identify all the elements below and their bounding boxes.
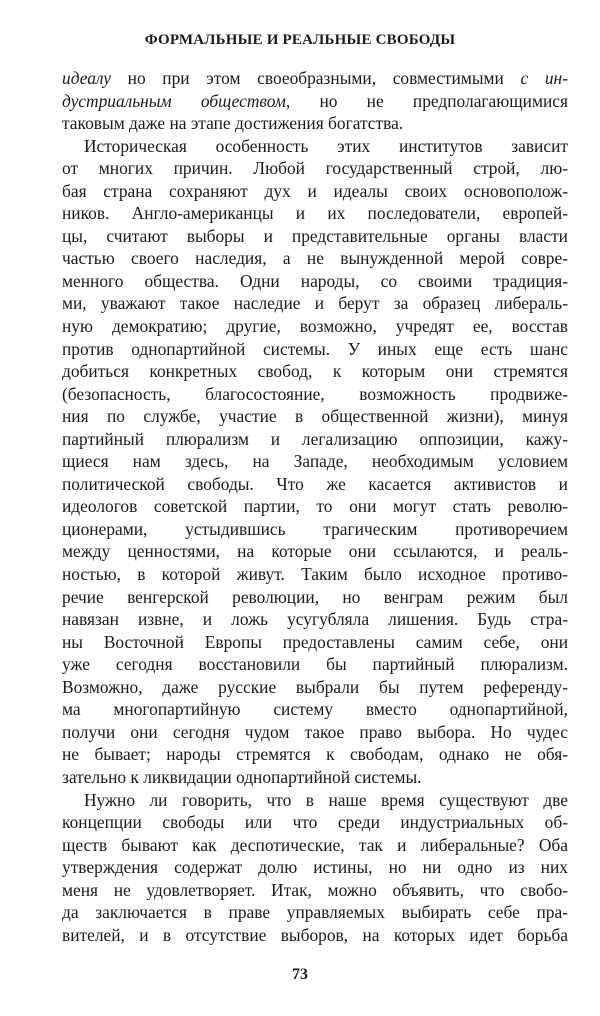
text-line bbox=[62, 540, 568, 563]
text-run: утверждения содержат долю истины, но ни одно из них bbox=[62, 857, 568, 878]
text-line bbox=[62, 879, 568, 902]
text-run: политической свободы. Что же касается активистов и bbox=[62, 473, 568, 494]
text-line bbox=[62, 67, 568, 90]
text-run: ционерами, устыдившись трагическим противоречием bbox=[62, 518, 568, 539]
text-run: ществ бывают как деспотические, так и либеральные? Оба bbox=[62, 834, 568, 855]
text-line bbox=[62, 292, 568, 315]
text-line bbox=[62, 901, 568, 924]
text-run: концепции свободы или что среди индустриальных об- bbox=[62, 812, 568, 833]
text-run: частью своего наследия, а не вынужденной мерой совре- bbox=[62, 248, 568, 269]
text-line bbox=[62, 90, 568, 113]
text-run: получи они сегодня чудом такое право выбора. Но чудес bbox=[62, 721, 568, 742]
text-run: таковым даже на этапе достижения богатства. bbox=[62, 113, 404, 134]
text-run: ния по службе, участие в общественной жизни), минуя bbox=[62, 406, 568, 427]
page-number: 73 bbox=[292, 966, 308, 983]
text-line bbox=[62, 631, 568, 654]
text-run: добиться конкретных свобод, к которым они стремятся bbox=[62, 361, 568, 382]
text-line bbox=[62, 270, 568, 293]
text-run: от многих причин. Любой государственный строй, лю- bbox=[62, 158, 568, 179]
text-line bbox=[62, 450, 568, 473]
text-run: уже сегодня восстановили бы партийный плюрализм. bbox=[62, 654, 568, 675]
text-run: партийный плюрализм и легализацию оппозиции, кажу- bbox=[62, 428, 568, 449]
text-line bbox=[62, 202, 568, 225]
text-line bbox=[62, 834, 568, 857]
text-run: цы, считают выборы и представительные органы власти bbox=[62, 225, 568, 246]
text-run: ма многопартийную систему вместо однопартийной, bbox=[62, 699, 568, 720]
text-line bbox=[62, 676, 568, 699]
text-line bbox=[62, 383, 568, 406]
text-line bbox=[62, 180, 568, 203]
text-line bbox=[62, 586, 568, 609]
text-run: ностью, в которой живут. Таким было исходное противо- bbox=[62, 564, 568, 585]
text-line bbox=[62, 856, 568, 879]
text-line bbox=[62, 789, 568, 812]
running-header: ФОРМАЛЬНЫЕ И РЕАЛЬНЫЕ СВОБОДЫ bbox=[144, 32, 456, 48]
text-line bbox=[62, 157, 568, 180]
italic-text: с ин- bbox=[520, 68, 568, 88]
text-run: вителей, и в отсутствие выборов, на которых идет борьба bbox=[62, 924, 568, 945]
text-run: Возможно, даже русские выбрали бы путем референду- bbox=[62, 676, 568, 697]
text-line bbox=[62, 518, 568, 541]
text-line bbox=[62, 338, 568, 361]
text-run: против однопартийной системы. У иных еще есть шанс bbox=[62, 338, 568, 359]
text-line bbox=[62, 698, 568, 721]
text-line bbox=[62, 608, 568, 631]
text-line bbox=[62, 428, 568, 451]
text-line bbox=[62, 766, 568, 789]
text-run: да заключается в праве управляемых выбирать себе пра- bbox=[62, 902, 568, 923]
text-run: но не предполагающимися bbox=[290, 90, 568, 111]
text-run: навязан извне, и ложь усугубляла лишения. Будь стра- bbox=[62, 609, 568, 630]
italic-text: идеалу bbox=[62, 68, 111, 88]
text-run: идеологов советской партии, то они могут стать револю- bbox=[62, 496, 568, 517]
text-run: щиеся нам здесь, на Западе, необходимым условием bbox=[62, 451, 568, 472]
page-body-text bbox=[62, 67, 568, 946]
text-run: но при этом своеобразными, совместимыми bbox=[110, 68, 521, 88]
paragraph bbox=[62, 135, 568, 789]
text-run: Историческая особенность этих институтов зависит bbox=[84, 135, 568, 156]
text-run: ны Восточной Европы предоставлены самим себе, они bbox=[62, 631, 568, 652]
text-line bbox=[62, 247, 568, 270]
text-run: между ценностями, на которые они ссылаются, и реаль- bbox=[62, 541, 568, 562]
text-line bbox=[62, 721, 568, 744]
text-run: (безопасность, благосостояние, возможность продвиже- bbox=[62, 383, 568, 404]
text-run: ную демократию; другие, возможно, учредят ее, восстав bbox=[62, 316, 568, 337]
italic-text: дустриальным обществом, bbox=[62, 90, 291, 111]
text-line bbox=[62, 360, 568, 383]
text-run: менного общества. Одни народы, со своими традиция- bbox=[62, 270, 568, 291]
text-line bbox=[62, 315, 568, 338]
text-line bbox=[62, 563, 568, 586]
text-line bbox=[62, 135, 568, 158]
text-line bbox=[62, 653, 568, 676]
text-run: Нужно ли говорить, что в наше время существуют две bbox=[84, 789, 568, 810]
text-line bbox=[62, 924, 568, 947]
text-run: ми, уважают такое наследие и берут за образец либераль- bbox=[62, 293, 568, 314]
text-run: меня не удовлетворяет. Итак, можно объявить, что свобо- bbox=[62, 879, 568, 900]
text-run: ников. Англо-американцы и их последователи, европей- bbox=[62, 203, 568, 224]
paragraph bbox=[62, 789, 568, 947]
text-run: не бывает; народы стремятся к свободам, однако не обя- bbox=[62, 744, 568, 765]
text-line bbox=[62, 225, 568, 248]
text-line bbox=[62, 743, 568, 766]
text-line bbox=[62, 473, 568, 496]
text-line bbox=[62, 112, 568, 135]
text-run: речие венгерской революции, но венграм режим был bbox=[62, 586, 568, 607]
text-run: зательно к ликвидации однопартийной системы. bbox=[62, 766, 422, 787]
text-run: бая страна сохраняют дух и идеалы своих основополож- bbox=[62, 180, 568, 201]
paragraph bbox=[62, 67, 568, 135]
text-line bbox=[62, 811, 568, 834]
text-line bbox=[62, 495, 568, 518]
text-line bbox=[62, 405, 568, 428]
